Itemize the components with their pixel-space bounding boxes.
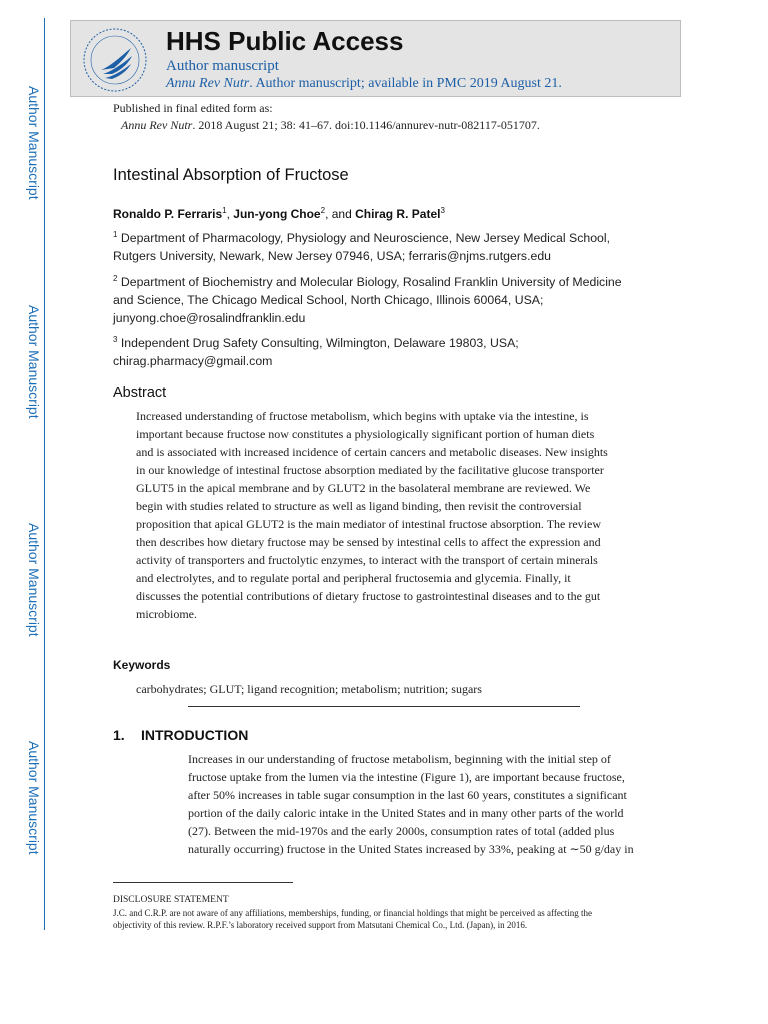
abstract-line: and electrolytes, and to regulate portal and peripheral fructosemia and glycemia. Finally, it (136, 571, 571, 585)
author-sup: 2 (320, 206, 326, 215)
footnote-rule (113, 882, 293, 883)
published-citation-text: . 2018 August 21; 38: 41–67. doi:10.1146/annurev-nutr-082117-051707. (192, 118, 540, 132)
author-separator: , (226, 207, 234, 221)
published-block (113, 100, 540, 134)
affiliation-text: Independent Drug Safety Consulting, Wilmington, Delaware 19803, USA; chirag.pharmacy@gmail.com (113, 336, 519, 369)
abstract-line: in our knowledge of intestinal fructose absorption mediated by the facilitative glucose transporter (136, 463, 604, 477)
author-name: Jun-yong Choe (233, 207, 321, 221)
section-divider (188, 706, 580, 707)
side-label-author-manuscript: Author Manuscript (26, 523, 42, 637)
author-name: Chirag R. Patel (355, 207, 441, 221)
header-journal: Annu Rev Nutr (166, 76, 250, 91)
keywords-heading: Keywords (113, 658, 171, 672)
author-sup: 1 (222, 206, 227, 215)
published-citation (113, 117, 540, 134)
side-label-author-manuscript: Author Manuscript (26, 86, 42, 200)
disclosure-heading: DISCLOSURE STATEMENT (113, 895, 229, 905)
affiliation-sup: 2 (113, 274, 118, 283)
header-subtitle: Author manuscript (166, 58, 279, 74)
article-title: Intestinal Absorption of Fructose (113, 166, 349, 184)
affiliation (113, 270, 643, 327)
abstract-line: then describes how dietary fructose may be sensed by intestinal cells to affect the expression and (136, 535, 601, 549)
intro-line: portion of the daily caloric intake in the United States and in many other parts of the world (188, 806, 624, 820)
side-label-author-manuscript: Author Manuscript (26, 305, 42, 419)
abstract-line: activity of transporters and fructolytic enzymes, to interact with the transport of certain minerals (136, 553, 598, 567)
side-rule (44, 18, 45, 930)
abstract-line: important because fructose now constitutes a physiologically significant portion of human diets (136, 427, 595, 441)
affiliation (113, 331, 643, 370)
intro-heading: INTRODUCTION (141, 727, 249, 743)
abstract-line: Increased understanding of fructose metabolism, which begins with uptake via the intestine, is (136, 409, 589, 423)
abstract-line: GLUT5 in the apical membrane and by GLUT2 in the basolateral membrane are reviewed. We (136, 481, 591, 495)
hhs-eagle-seal-icon (81, 26, 149, 94)
abstract-line: and is associated with increased incidence of certain cancers and metabolic diseases. New insights (136, 445, 608, 459)
abstract-line: microbiome. (136, 607, 197, 621)
affiliation-text: Department of Pharmacology, Physiology and Neuroscience, New Jersey Medical School, Rutgers University, Newark, New Jersey 07946, USA; ferraris@njms.rutgers.edu (113, 231, 611, 264)
published-label: Published in final edited form as: (113, 101, 273, 115)
intro-line: (27). Between the mid-1970s and the early 2000s, consumption rates of total (added plus (188, 824, 615, 838)
intro-line: fructose uptake from the lumen via the intestine (Figure 1), are important because fructose, (188, 770, 625, 784)
intro-section-number: 1. (113, 727, 125, 743)
author-separator: , and (325, 207, 356, 221)
hhs-header (70, 20, 681, 97)
author-sup: 3 (440, 206, 445, 215)
disclosure-line: objectivity of this review. R.P.F.’s laboratory received support from Matsutani Chemical Co., Ltd. (Japan), in 2016. (113, 920, 528, 930)
affiliation-sup: 1 (113, 230, 118, 239)
abstract-line: proposition that apical GLUT2 is the main mediator of intestinal fructose absorption. The review (136, 517, 601, 531)
header-availability-text: . Author manuscript; available in PMC 2019 August 21. (249, 76, 562, 91)
intro-line: after 50% increases in table sugar consumption in the last 60 years, constitutes a significant (188, 788, 627, 802)
header-availability (166, 76, 562, 92)
affiliation (113, 226, 643, 265)
abstract-heading: Abstract (113, 385, 167, 401)
disclosure-line: J.C. and C.R.P. are not aware of any affiliations, memberships, funding, or financial holdings that might be perceived as affecting the (113, 908, 593, 918)
intro-line: naturally occurring) fructose in the United States increased by 33%, peaking at ∼50 g/day in (188, 842, 634, 856)
affiliation-text: Department of Biochemistry and Molecular Biology, Rosalind Franklin University of Medicine and Science, The Chicago Medical School, North Chicago, Illinois 60064, USA; junyong.choe@rosalindfranklin.edu (113, 275, 622, 326)
author-list (113, 206, 445, 221)
abstract-line: begin with studies related to structure as well as ligand binding, then revisit the controversial (136, 499, 582, 513)
header-title: HHS Public Access (166, 26, 404, 56)
keywords-text: carbohydrates; GLUT; ligand recognition; metabolism; nutrition; sugars (136, 682, 482, 696)
side-label-author-manuscript: Author Manuscript (26, 741, 42, 855)
intro-line: Increases in our understanding of fructose metabolism, beginning with the initial step of (188, 752, 611, 766)
abstract-line: discusses the potential contributions of dietary fructose to gastrointestinal diseases and to the gut (136, 589, 601, 603)
published-journal: Annu Rev Nutr (121, 118, 193, 132)
author-name: Ronaldo P. Ferraris (113, 207, 223, 221)
affiliation-sup: 3 (113, 335, 118, 344)
